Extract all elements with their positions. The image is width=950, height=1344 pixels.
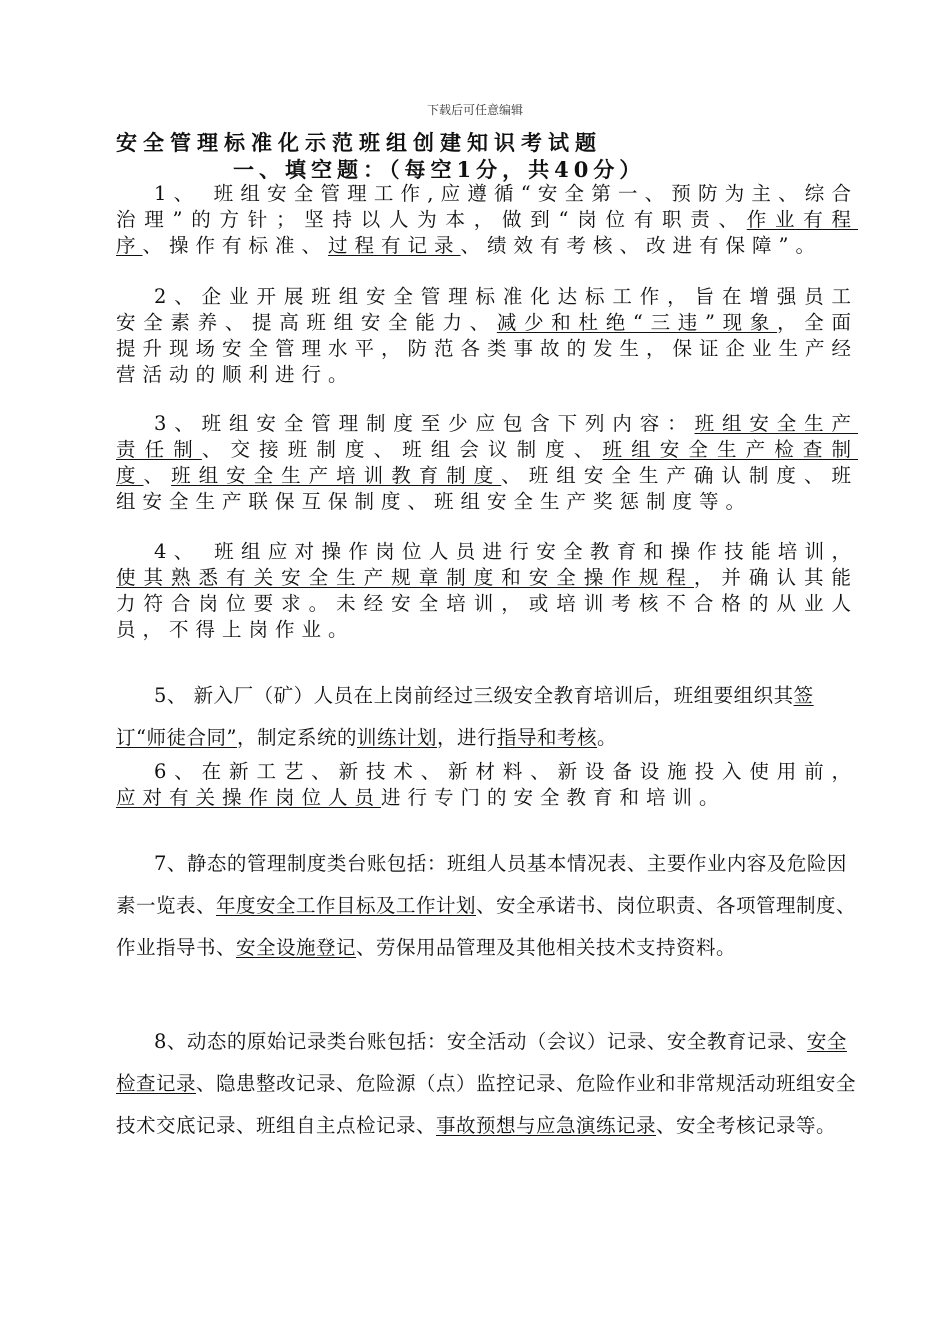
q6-answer-1: 应对有关操作岗位人员 <box>116 786 382 809</box>
document-title: 安全管理标准化示范班组创建知识考试题 <box>116 130 602 155</box>
q5-text-b: ，制定系统的 <box>236 726 357 749</box>
q5-answer-1: 签订“师徒合同” <box>116 684 814 749</box>
q3-text-d: 、班组安全生产确认制度、班组安全生产联保互保制度、班组安全生产奖惩制度等。 <box>116 464 858 513</box>
q7-text-a: 7、静态的管理制度类台账包括：班组人员基本情况表、主要作业内容及危险因素一览表、 <box>116 852 847 917</box>
section-heading: 一、填空题：（每空1分，共40分） <box>233 157 646 182</box>
q7-answer-2: 安全设施登记 <box>236 936 357 959</box>
question-5 <box>116 675 858 765</box>
q8-answer-2: 事故预想与应急演练记录 <box>436 1114 657 1137</box>
question-3 <box>116 411 858 515</box>
q8-text-b: 、隐患整改记录、危险源（点）监控记录、危险作业和非常规活动班组安全技术交底记录、班组自主点检记录、 <box>116 1072 857 1137</box>
q8-text-c: 、安全考核记录等。 <box>656 1114 837 1137</box>
q5-answer-2: 训练计划 <box>356 726 437 749</box>
q7-text-b: 、安全承诺书、岗位职责、各项管理制度、 作业指导书、 <box>116 894 857 959</box>
q1-text-a: 1、 班组安全管理工作,应遵循“安全第一、预防为主、综合治理”的方针；坚持以人为本，做到“岗位有职责、 <box>116 182 858 231</box>
q7-text-c: 、劳保用品管理及其他相关技术支持资料。 <box>356 936 737 959</box>
q1-text-c: 、绩效有考核、改进有保障”。 <box>460 234 823 257</box>
header-note: 下载后可任意编辑 <box>426 103 523 117</box>
q2-answer-1: 减少和杜绝“三违”现象 <box>496 311 778 334</box>
q3-text-b: 、交接班制度、班组会议制度、 <box>201 438 603 461</box>
q5-answer-3: 指导和考核 <box>497 726 598 749</box>
question-6 <box>116 759 858 811</box>
question-7 <box>116 843 858 969</box>
q5-text-c: ，进行 <box>436 726 497 749</box>
q3-answer-3: 班组安全生产培训教育制度 <box>171 464 502 487</box>
q5-text-a: 5、 新入厂（矿）人员在上岗前经过三级安全教育培训后，班组要组织其 <box>154 684 794 707</box>
question-4 <box>116 539 858 643</box>
q1-answer-2: 过程有记录 <box>328 234 461 257</box>
q1-text-b: 、操作有标准、 <box>142 234 329 257</box>
q3-text-c: 、 <box>143 464 172 487</box>
question-2 <box>116 284 858 388</box>
q2-text-b: ，全面提升现场安全管理水平，防范各类事故的发生，保证企业生产经营活动的顺利进行。 <box>116 311 859 386</box>
q2-text-a: 2、企业开展班组安全管理标准化达标工作，旨在增强员工安全素养、提高班组安全能力、 <box>116 285 858 334</box>
q3-text-a: 3、班组安全管理制度至少应包含下列内容： <box>154 412 695 435</box>
q3-answer-2: 班组安全生产检查制度 <box>116 438 858 487</box>
q5-text-d: 。 <box>597 726 618 749</box>
q1-answer-1: 作业有程序 <box>116 208 858 257</box>
q7-answer-1: 年度安全工作目标及工作计划 <box>216 894 477 917</box>
q4-answer-1: 使其熟悉有关安全生产规章制度和安全操作规程 <box>116 566 694 589</box>
question-1 <box>116 181 858 259</box>
question-8 <box>116 1021 858 1147</box>
q3-answer-1: 班组安全生产责任制 <box>116 412 858 461</box>
q6-text-a: 6、在新工艺、新技术、新材料、新设备设施投入使用前， <box>154 760 858 783</box>
q8-text-a: 8、动态的原始记录类台账包括：安全活动（会议）记录、安全教育记录、 <box>154 1030 807 1053</box>
q8-answer-1: 安全检查记录 <box>116 1030 847 1095</box>
q6-text-b: 进行专门的安全教育和培训。 <box>381 786 726 809</box>
q4-text-a: 4、 班组应对操作岗位人员进行安全教育和操作技能培训， <box>154 540 858 563</box>
q4-text-b: ，并确认其能力符合岗位要求。未经安全培训，或培训考核不合格的从业人员，不得上岗作业。 <box>116 566 858 641</box>
